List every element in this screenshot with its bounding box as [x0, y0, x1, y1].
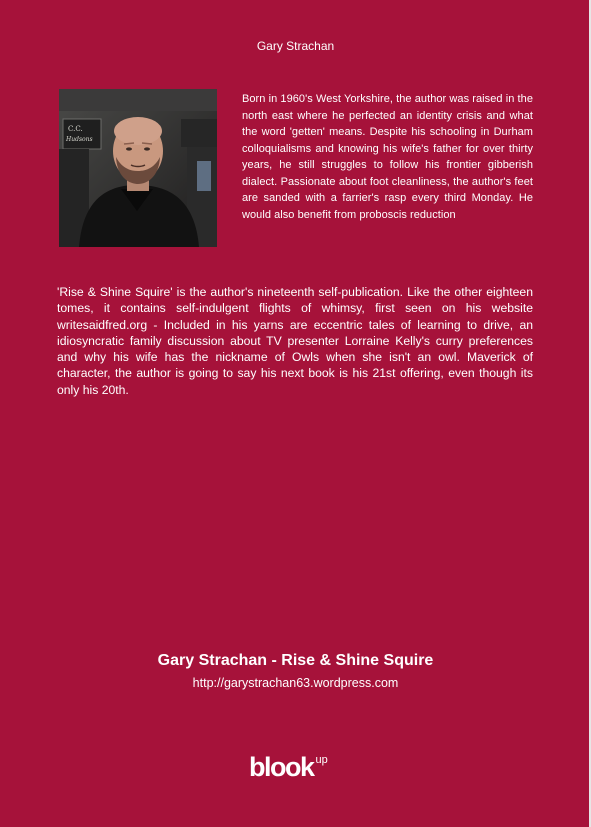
- blookup-logo: [249, 752, 326, 782]
- author-photo: [59, 89, 217, 247]
- author-bio: Born in 1960's West Yorkshire, the author was raised in the north east where he perfected an identity crisis and what the word 'getten' means. Despite his schooling in Durham colloquialisms and knowing his wife's father for over thirty years, he still struggles to follow his frontier gibberish dialect. Passionate about foot cleanliness, the author's feet are sanded with a farrier's rasp every third Monday. He would also benefit from proboscis reduction: [242, 93, 533, 221]
- author-photo-image: [59, 89, 217, 247]
- author-name-header: Gary Strachan: [256, 39, 335, 53]
- book-title: Gary Strachan - Rise & Shine Squire: [157, 652, 434, 669]
- logo-main-text: blook: [249, 752, 314, 782]
- logo-superscript: up: [315, 754, 328, 766]
- author-website-url: http://garystrachan63.wordpress.com: [192, 676, 399, 690]
- sign-text-1: C.C.: [68, 125, 83, 133]
- book-description: 'Rise & Shine Squire' is the author's nineteenth self-publication. Like the other eighteen tomes, it contains self-indulgent flights of whimsy, first seen on his website writesaidfred.org - Included in his yarns are eccentric tales of learning to drive, an idiosyncratic family discussion about TV presenter Lorraine Kelly's curry preferences and why his wife has the nickname of Owls when she isn't an owl. Maverick of character, the author is going to say his next book is his 21st offering, even though its only his 20th.: [57, 285, 533, 397]
- sign-text-2: Hudsons: [66, 136, 93, 143]
